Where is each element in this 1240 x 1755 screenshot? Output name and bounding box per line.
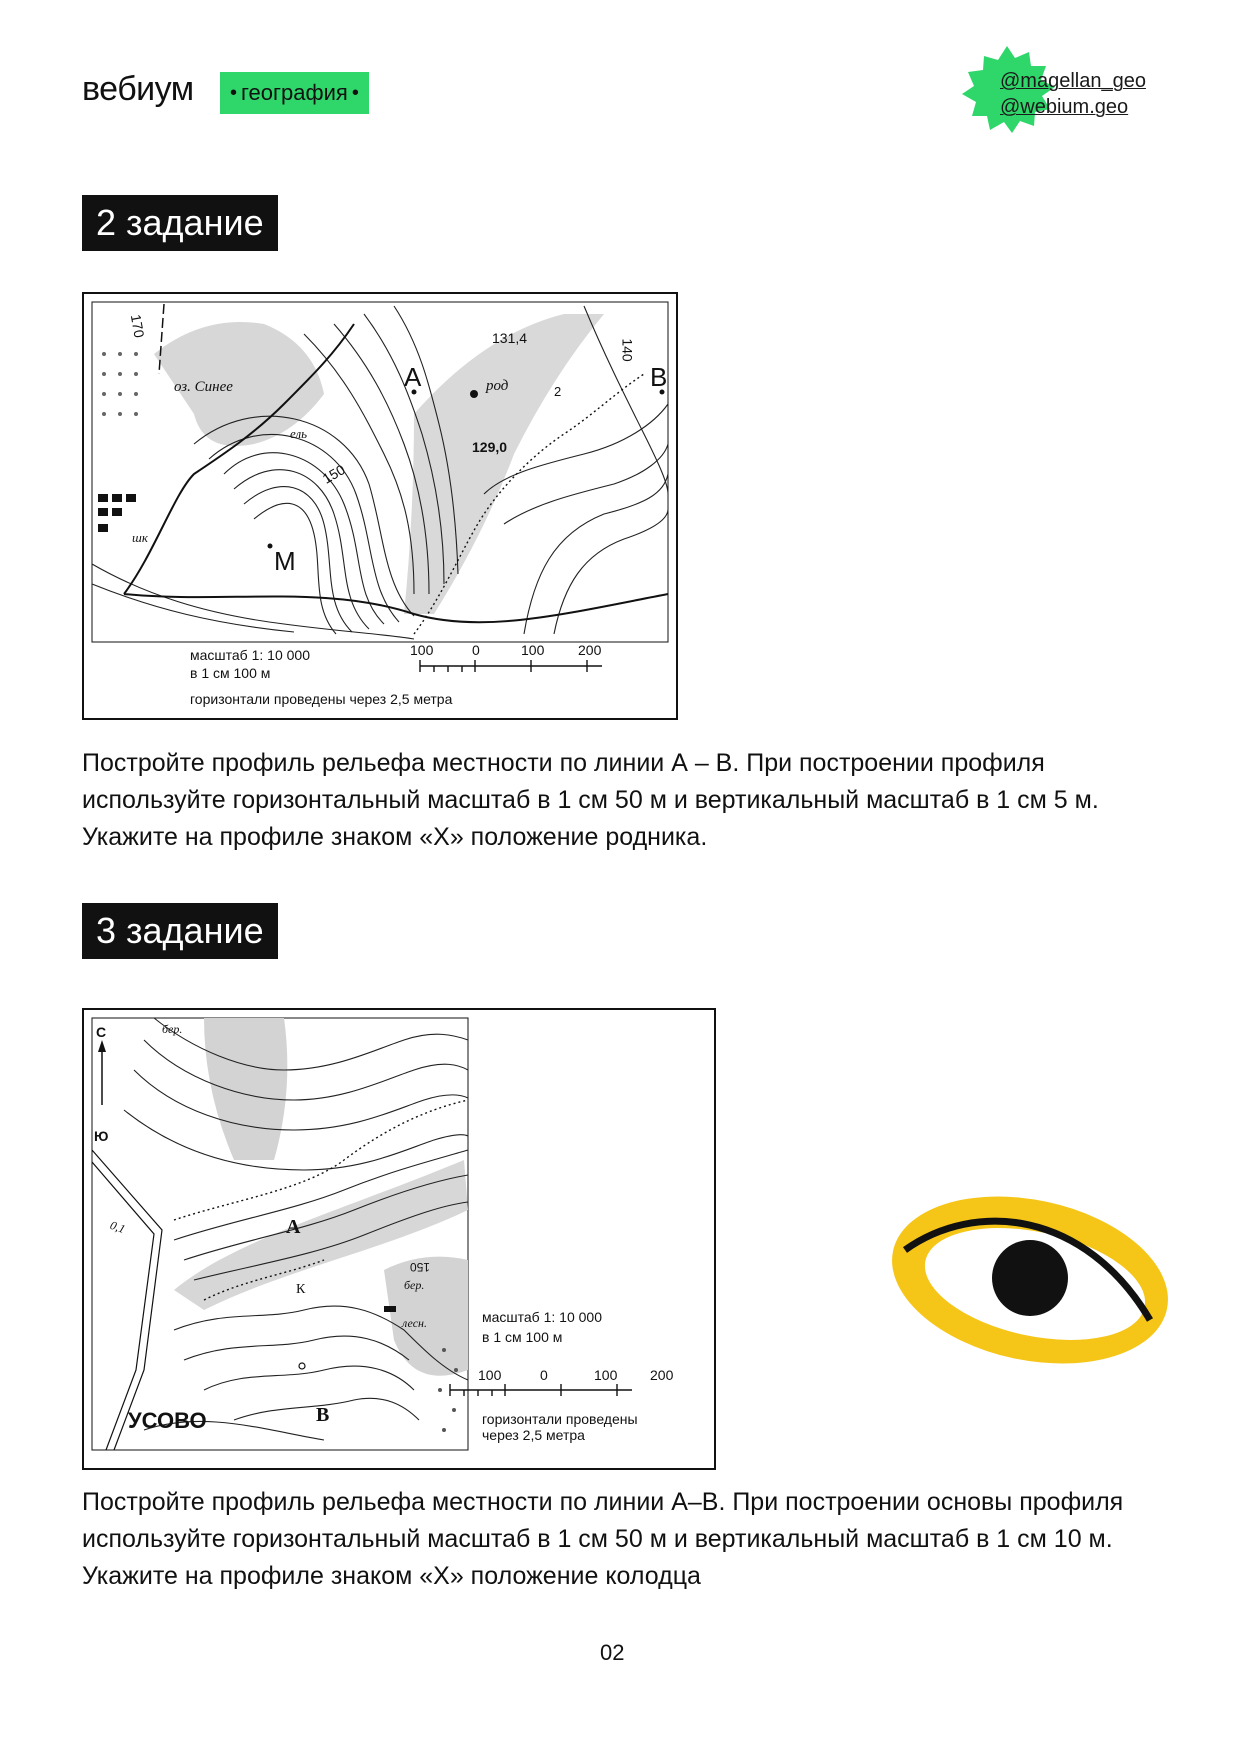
task2-map [82, 292, 678, 720]
height-label-2: 129,0 [472, 439, 508, 455]
subject-tag [220, 72, 369, 114]
scale-tick-1: 100 [410, 642, 434, 658]
tag-dot-left: • [230, 82, 238, 104]
contour-150-label: 150 [319, 461, 348, 487]
task2-heading: 2 задание [82, 195, 278, 251]
south-label: Ю [94, 1128, 109, 1144]
social-link-magellan[interactable]: @magellan_geo [1000, 70, 1146, 92]
social-link-webium[interactable]: @webium.geo [1000, 96, 1129, 118]
scale-text: масштаб 1: 10 000 [190, 647, 310, 663]
task3-text: Постройте профиль рельефа местности по линии А–В. При построении основы профиля используйте горизонтальный масштаб в 1 см 50 м и вертикальный масштаб в 1 см 10 м. Укажите на профиле знаком «Х» положение колодца [82, 1488, 1124, 1590]
point-b-label: В [650, 362, 668, 392]
brand-logo: вебиум [82, 70, 194, 108]
point-m-label: М [274, 546, 296, 576]
contour-150-label: 150 [410, 1260, 431, 1274]
scale-cm: в 1 см 100 м [482, 1329, 563, 1345]
scale-tick-4: 200 [650, 1367, 674, 1383]
birch-label-2: бер. [404, 1278, 425, 1292]
scale-tick-3: 100 [521, 642, 545, 658]
scale-tick-2: 0 [472, 642, 480, 658]
contour-note: горизонтали проведены через 2,5 метра [190, 691, 453, 707]
height-label-1: 131,4 [492, 330, 528, 346]
page-number: 02 [600, 1640, 625, 1665]
social-handles [1000, 68, 1146, 120]
stream-num-label: 2 [554, 384, 562, 399]
forest-label: лесн. [402, 1316, 427, 1330]
contour-note-2: через 2,5 метра [482, 1427, 585, 1443]
scale-text: масштаб 1: 10 000 [482, 1309, 602, 1325]
lake-label: оз. Синее [174, 379, 233, 395]
contour-note-1: горизонтали проведены [482, 1411, 638, 1427]
road-num-label: 0,1 [108, 1217, 128, 1237]
scale-tick-3: 100 [594, 1367, 618, 1383]
scale-tick-2: 0 [540, 1367, 548, 1383]
scale-cm: в 1 см 100 м [190, 665, 271, 681]
well-label: К [296, 1282, 306, 1297]
task3-map [82, 1008, 716, 1470]
point-b-label: В [316, 1404, 330, 1426]
forest-label: ель [290, 426, 308, 441]
point-a-label: А [286, 1216, 301, 1238]
birch-label-1: бер. [162, 1022, 183, 1036]
north-label: С [96, 1024, 107, 1040]
task2-text: Постройте профиль рельефа местности по линии А – В. При построении профиля используйте горизонтальный масштаб в 1 см 50 м и вертикальный масштаб в 1 см 5 м. Укажите на профиле знаком «Х» положение родника. [82, 749, 1099, 851]
tag-dot-right: • [351, 82, 359, 104]
scale-tick-1: 100 [478, 1367, 502, 1383]
spring-label: род [486, 378, 509, 394]
point-a-label: А [404, 362, 422, 392]
eye-icon [885, 1180, 1175, 1380]
contour-140-label: 140 [619, 338, 636, 362]
tag-label: география [241, 80, 348, 105]
scale-tick-4: 200 [578, 642, 602, 658]
school-label: шк [132, 530, 148, 545]
contour-170-label: 170 [127, 313, 148, 339]
task3-heading: 3 задание [82, 903, 278, 959]
village-label: УСОВО [128, 1408, 207, 1433]
